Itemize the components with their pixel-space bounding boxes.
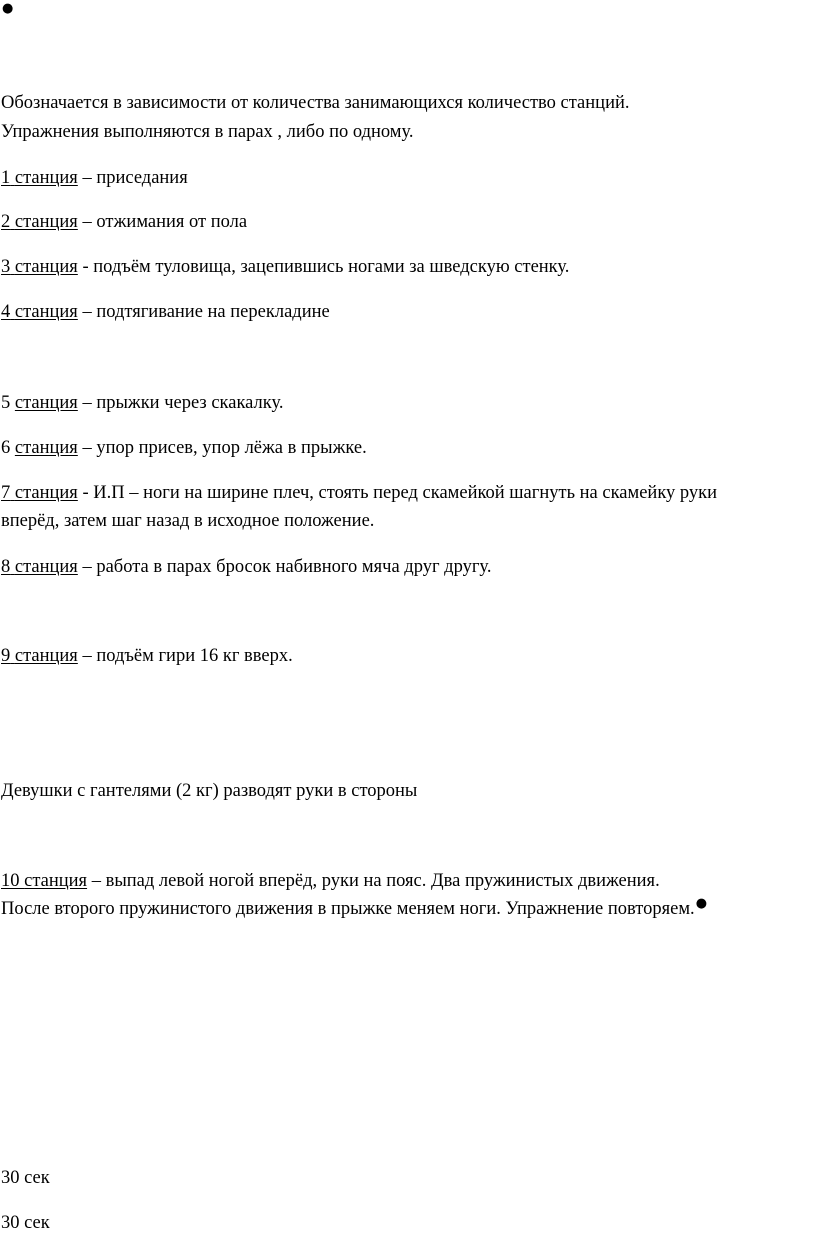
station-4-text: – подтягивание на перекладине — [77, 302, 330, 322]
station-6 — [1, 437, 367, 459]
time-2: 30 сек — [1, 1213, 50, 1233]
time-1: 30 сек — [1, 1168, 50, 1188]
station-5 — [1, 392, 284, 414]
station-6-number: 6 — [1, 438, 11, 458]
station-9 — [1, 645, 293, 667]
station-7-text: - И.П – ноги на ширине плеч, стоять перед скамейкой шагнуть на скамейку руки — [77, 483, 718, 503]
bullet-icon-inline: ● — [695, 896, 708, 911]
girls-note: Девушки с гантелями (2 кг) разводят руки в стороны — [1, 781, 418, 801]
station-5-title: станция — [14, 393, 78, 413]
station-10-text: – выпад левой ногой вперёд, руки на пояс. Два пружинистых движения. — [87, 871, 660, 891]
intro-line-1: Обозначается в зависимости от количества занимающихся количество станций. — [1, 93, 630, 113]
intro-line-2: Упражнения выполняются в парах , либо по одному. — [1, 122, 414, 142]
station-4 — [1, 301, 330, 323]
station-6-text: – упор присев, упор лёжа в прыжке. — [77, 438, 367, 458]
station-9-text: – подъём гири 16 кг вверх. — [77, 646, 293, 666]
station-5-text: – прыжки через скакалку. — [77, 393, 284, 413]
station-5-number: 5 — [1, 393, 11, 413]
bullet-icon-top: ● — [2, 1, 14, 16]
station-1-title: 1 станция — [1, 168, 78, 188]
station-8-text: – работа в парах бросок набивного мяча друг другу. — [77, 557, 492, 577]
station-8 — [1, 556, 491, 578]
station-10 — [1, 870, 660, 892]
station-6-title: станция — [14, 438, 78, 458]
station-3 — [1, 256, 569, 278]
station-1 — [1, 167, 188, 189]
station-2-text: – отжимания от пола — [77, 212, 248, 232]
station-3-title: 3 станция — [1, 257, 78, 277]
station-10-continuation: После второго пружинистого движения в прыжке меняем ноги. Упражнение повторяем.● — [1, 896, 708, 919]
station-7-continuation: вперёд, затем шаг назад в исходное положение. — [1, 511, 375, 531]
station-7 — [1, 482, 717, 504]
station-1-text: – приседания — [77, 168, 188, 188]
station-7-title: 7 станция — [1, 483, 78, 503]
station-8-title: 8 станция — [1, 557, 78, 577]
station-4-title: 4 станция — [1, 302, 78, 322]
station-3-text: - подъём туловища, зацепившись ногами за шведскую стенку. — [77, 257, 570, 277]
station-2 — [1, 211, 247, 233]
station-9-title: 9 станция — [1, 646, 78, 666]
station-2-title: 2 станция — [1, 212, 78, 232]
station-10-title: 10 станция — [1, 871, 88, 891]
